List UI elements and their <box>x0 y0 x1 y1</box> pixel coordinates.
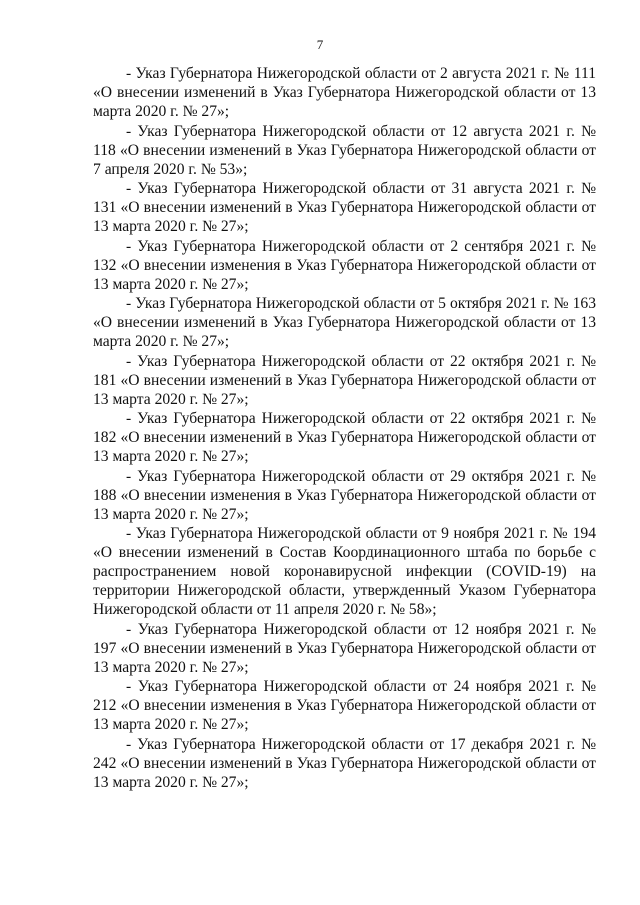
decree-list-item: - Указ Губернатора Нижегородской области от 29 октября 2021 г. № 188 «О внесении изменения в Указ Губернатора Нижегородской области от 13 марта 2020 г. № 27»; <box>93 467 596 523</box>
document-body <box>93 64 596 792</box>
decree-list-item: - Указ Губернатора Нижегородской области от 2 сентября 2021 г. № 132 «О внесении изменения в Указ Губернатора Нижегородской области от 13 марта 2020 г. № 27»; <box>93 237 596 293</box>
decree-list-item: - Указ Губернатора Нижегородской области от 12 августа 2021 г. № 118 «О внесении изменений в Указ Губернатора Нижегородской области от 7 апреля 2020 г. № 53»; <box>93 122 596 178</box>
decree-list-item: - Указ Губернатора Нижегородской области от 2 августа 2021 г. № 111 «О внесении изменений в Указ Губернатора Нижегородской области от 13 марта 2020 г. № 27»; <box>93 65 596 120</box>
decree-list-item: - Указ Губернатора Нижегородской области от 24 ноября 2021 г. № 212 «О внесении изменения в Указ Губернатора Нижегородской области от 13 марта 2020 г. № 27»; <box>93 678 596 733</box>
decree-list-item: - Указ Губернатора Нижегородской области от 9 ноября 2021 г. № 194 «О внесении изменений в Состав Координационного штаба по борьбе с распространением новой коронавирусной инфекции (COVID-19) на территории Нижегородской области, утвержденный Указом Губернатора Нижегородской области от 11 апреля 2020 г. № 58»; <box>93 525 596 618</box>
decree-list-item: - Указ Губернатора Нижегородской области от 31 августа 2021 г. № 131 «О внесении изменений в Указ Губернатора Нижегородской области от 13 марта 2020 г. № 27»; <box>93 180 596 235</box>
decree-list-item: - Указ Губернатора Нижегородской области от 5 октября 2021 г. № 163 «О внесении изменений в Указ Губернатора Нижегородской области от 13 марта 2020 г. № 27»; <box>93 295 596 350</box>
page-number: 7 <box>316 37 324 52</box>
decree-list-item: - Указ Губернатора Нижегородской области от 12 ноября 2021 г. № 197 «О внесении изменений в Указ Губернатора Нижегородской области от 13 марта 2020 г. № 27»; <box>93 620 596 676</box>
decree-list-item: - Указ Губернатора Нижегородской области от 22 октября 2021 г. № 182 «О внесении изменений в Указ Губернатора Нижегородской области от 13 марта 2020 г. № 27»; <box>93 410 596 465</box>
decree-list-item: - Указ Губернатора Нижегородской области от 17 декабря 2021 г. № 242 «О внесении изменений в Указ Губернатора Нижегородской области от 13 марта 2020 г. № 27»; <box>93 735 596 791</box>
decree-list-item: - Указ Губернатора Нижегородской области от 22 октября 2021 г. № 181 «О внесении изменений в Указ Губернатора Нижегородской области от 13 марта 2020 г. № 27»; <box>93 352 596 408</box>
